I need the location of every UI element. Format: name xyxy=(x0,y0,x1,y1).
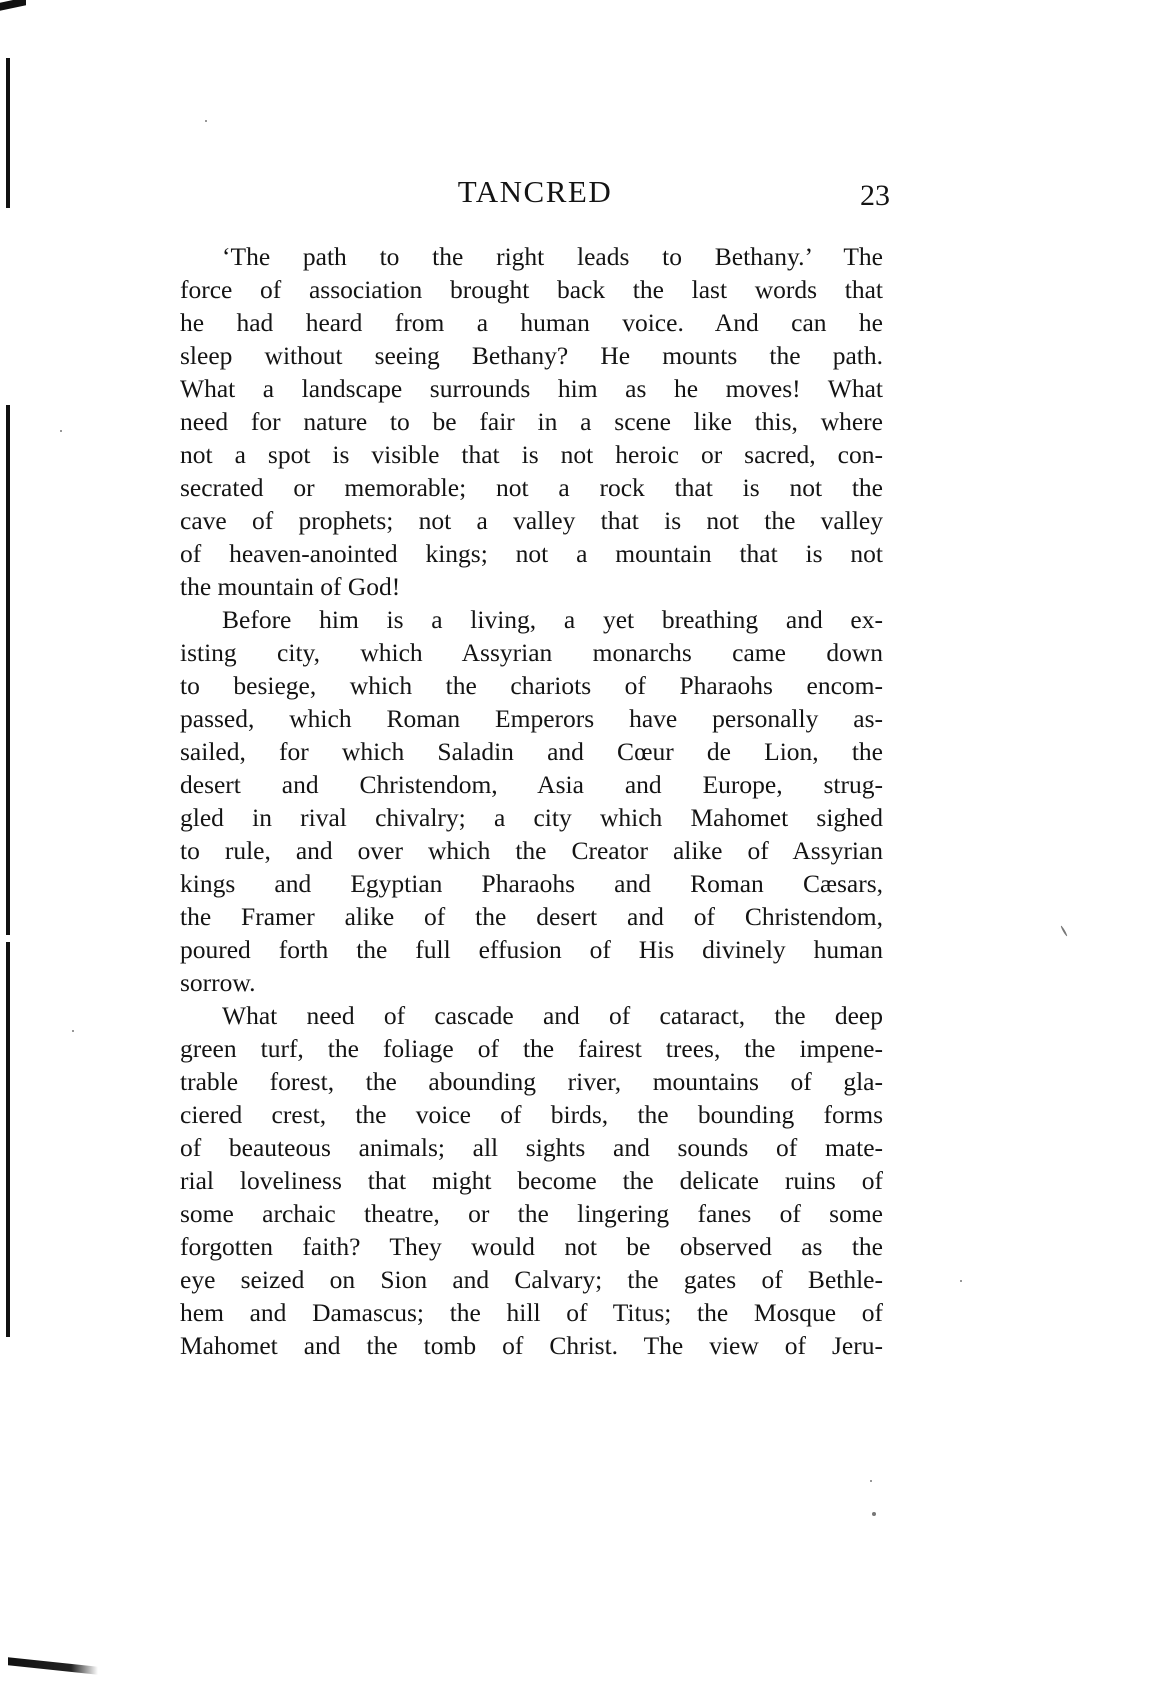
text-line: rial loveliness that might become the delicate ruins of xyxy=(180,1166,883,1195)
scan-speck xyxy=(960,1280,962,1282)
text-line: some archaic theatre, or the lingering fanes of some xyxy=(180,1199,883,1228)
scan-margin-bar-middle xyxy=(6,405,10,935)
paragraph-3 xyxy=(180,999,883,1362)
text-line: need for nature to be fair in a scene like this, where xyxy=(180,407,883,436)
scan-margin-bar-lower xyxy=(6,942,10,1337)
scan-speck xyxy=(205,120,207,122)
text-line: hem and Damascus; the hill of Titus; the Mosque of xyxy=(180,1298,883,1327)
text-line: sleep without seeing Bethany? He mounts the path. xyxy=(180,341,883,370)
text-line: green turf, the foliage of the fairest trees, the impene- xyxy=(180,1034,883,1063)
body-text xyxy=(180,240,883,1362)
text-line: of heaven-anointed kings; not a mountain that is not xyxy=(180,539,883,568)
text-line: trable forest, the abounding river, mountains of gla- xyxy=(180,1067,883,1096)
text-line: passed, which Roman Emperors have personally as- xyxy=(180,704,883,733)
scan-speck xyxy=(1060,925,1068,936)
scan-speck xyxy=(870,1480,872,1482)
scan-speck xyxy=(60,430,62,432)
text-line: Mahomet and the tomb of Christ. The view of Jeru- xyxy=(180,1331,883,1360)
text-line: sorrow. xyxy=(180,968,256,997)
text-line: desert and Christendom, Asia and Europe, strug- xyxy=(180,770,883,799)
text-line: of beauteous animals; all sights and sounds of mate- xyxy=(180,1133,883,1162)
text-line: sailed, for which Saladin and Cœur de Lion, the xyxy=(180,737,883,766)
text-line: not a spot is visible that is not heroic or sacred, con- xyxy=(180,440,883,469)
text-line: eye seized on Sion and Calvary; the gates of Bethle- xyxy=(180,1265,883,1294)
text-line: to besiege, which the chariots of Pharaohs encom- xyxy=(180,671,883,700)
text-line: isting city, which Assyrian monarchs came down xyxy=(180,638,883,667)
scan-speck xyxy=(872,1512,876,1516)
paragraph-2 xyxy=(180,603,883,999)
scan-margin-bar-top xyxy=(6,58,10,208)
paragraph-1 xyxy=(180,240,883,603)
page-number: 23 xyxy=(860,179,890,212)
text-line: forgotten faith? They would not be observed as the xyxy=(180,1232,883,1261)
text-line: What need of cascade and of cataract, the deep xyxy=(222,1001,883,1030)
text-line: secrated or memorable; not a rock that is not the xyxy=(180,473,883,502)
text-line: to rule, and over which the Creator alike of Assyrian xyxy=(180,836,883,865)
text-line: ciered crest, the voice of birds, the bounding forms xyxy=(180,1100,883,1129)
text-line: Before him is a living, a yet breathing and ex- xyxy=(222,605,883,634)
running-title: TANCRED xyxy=(457,174,613,209)
text-line: kings and Egyptian Pharaohs and Roman Cæsars, xyxy=(180,869,883,898)
text-line: What a landscape surrounds him as he moves! What xyxy=(180,374,883,403)
text-line: ‘The path to the right leads to Bethany.’ The xyxy=(222,242,883,271)
scan-speck xyxy=(72,1030,74,1032)
text-line: the mountain of God! xyxy=(180,572,401,601)
text-line: poured forth the full effusion of His divinely human xyxy=(180,935,883,964)
text-line: he had heard from a human voice. And can he xyxy=(180,308,883,337)
scan-bottom-smudge xyxy=(8,1657,98,1674)
text-line: the Framer alike of the desert and of Christendom, xyxy=(180,902,883,931)
scan-corner-mark xyxy=(0,0,26,11)
text-line: gled in rival chivalry; a city which Mahomet sighed xyxy=(180,803,883,832)
text-line: force of association brought back the last words that xyxy=(180,275,883,304)
text-line: cave of prophets; not a valley that is not the valley xyxy=(180,506,883,535)
running-head xyxy=(180,172,890,212)
